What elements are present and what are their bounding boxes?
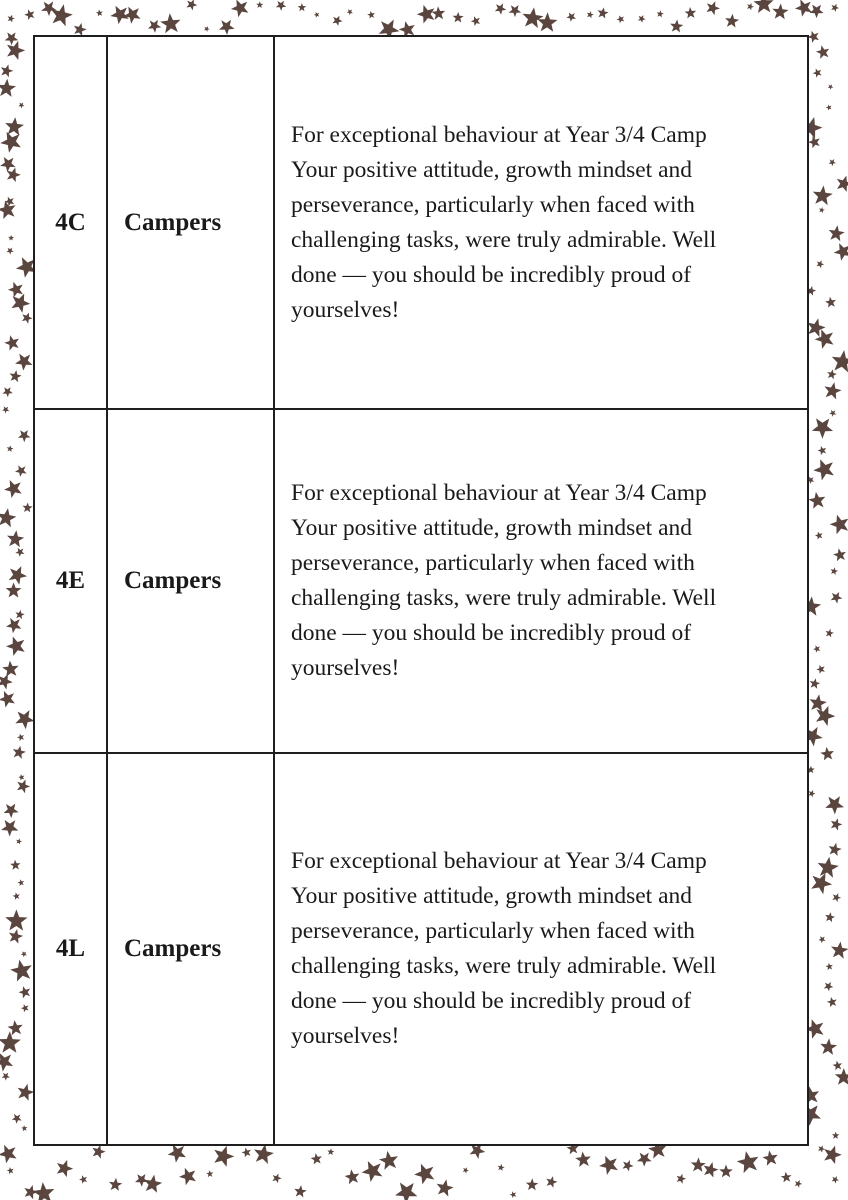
- star-decoration: [204, 26, 210, 32]
- star-decoration: [831, 592, 843, 604]
- star-decoration: [816, 45, 829, 59]
- star-decoration: [795, 0, 812, 17]
- star-decoration: [314, 12, 320, 18]
- star-decoration: [21, 951, 27, 957]
- star-decoration: [96, 9, 103, 16]
- star-decoration: [816, 706, 835, 726]
- star-decoration: [691, 1157, 706, 1172]
- star-decoration: [186, 0, 197, 10]
- star-decoration: [0, 1031, 21, 1053]
- star-decoration: [825, 297, 836, 308]
- message-line: done — you should be incredibly proud of: [291, 620, 692, 646]
- star-decoration: [9, 929, 23, 944]
- star-decoration: [830, 515, 848, 535]
- star-decoration: [1, 820, 18, 837]
- star-decoration: [813, 645, 820, 652]
- star-decoration: [808, 790, 815, 797]
- star-decoration: [820, 747, 834, 761]
- star-decoration: [332, 16, 342, 26]
- star-decoration: [298, 3, 307, 11]
- star-decoration: [818, 936, 825, 943]
- star-decoration: [537, 12, 557, 32]
- star-decoration: [833, 1061, 843, 1071]
- message-line: perseverance, particularly when faced with: [291, 918, 695, 944]
- star-decoration: [0, 1145, 17, 1164]
- star-decoration: [815, 532, 823, 540]
- star-decoration: [623, 1160, 634, 1171]
- star-decoration: [829, 410, 836, 417]
- star-decoration: [832, 1132, 840, 1139]
- star-decoration: [15, 354, 32, 371]
- star-decoration: [21, 1125, 27, 1131]
- star-decoration: [92, 1145, 105, 1159]
- star-decoration: [566, 12, 576, 21]
- message-line: Your positive attitude, growth mindset and: [291, 156, 693, 183]
- star-decoration: [453, 12, 464, 23]
- star-decoration: [725, 14, 739, 28]
- recipient-cell: Campers: [107, 36, 274, 409]
- star-decoration: [437, 1179, 454, 1196]
- star-decoration: [795, 1180, 803, 1188]
- star-decoration: [825, 382, 842, 399]
- star-decoration: [813, 186, 833, 206]
- star-decoration: [18, 879, 25, 886]
- star-decoration: [2, 406, 9, 413]
- star-decoration: [7, 168, 21, 183]
- star-decoration: [22, 313, 33, 324]
- recipient-cell: Campers: [107, 409, 274, 753]
- star-decoration: [6, 618, 21, 633]
- star-decoration: [707, 1, 721, 15]
- star-decoration: [819, 207, 825, 213]
- message-line: yourselves!: [291, 296, 400, 323]
- star-decoration: [168, 1144, 186, 1162]
- star-decoration: [21, 1004, 29, 1012]
- star-decoration: [6, 637, 25, 656]
- star-decoration: [546, 1176, 557, 1188]
- star-decoration: [432, 6, 446, 19]
- star-decoration: [7, 445, 14, 452]
- star-decoration: [781, 1172, 792, 1183]
- star-decoration: [824, 982, 834, 991]
- star-decoration: [294, 1185, 307, 1197]
- message-cell: [274, 753, 808, 1145]
- star-decoration: [5, 117, 24, 135]
- star-decoration: [4, 480, 22, 498]
- star-decoration: [762, 1150, 777, 1165]
- star-decoration: [810, 678, 821, 689]
- star-decoration: [817, 260, 825, 268]
- star-decoration: [33, 1182, 55, 1200]
- star-decoration: [367, 11, 375, 19]
- star-decoration: [206, 1170, 213, 1177]
- star-decoration: [219, 20, 235, 35]
- message-line: perseverance, particularly when faced with: [291, 191, 695, 218]
- star-decoration: [8, 15, 15, 23]
- star-decoration: [2, 387, 12, 397]
- star-decoration: [471, 16, 480, 26]
- star-decoration: [832, 893, 841, 902]
- star-decoration: [160, 13, 180, 33]
- star-decoration: [810, 694, 827, 711]
- recipient-cell: Campers: [107, 753, 274, 1145]
- star-decoration: [818, 446, 827, 455]
- star-decoration: [737, 1151, 759, 1173]
- star-decoration: [15, 710, 34, 729]
- star-decoration: [8, 235, 14, 241]
- star-decoration: [15, 610, 24, 619]
- award-row: [34, 36, 808, 409]
- star-decoration: [826, 629, 834, 638]
- message-line: Your positive attitude, growth mindset and: [291, 515, 693, 541]
- star-decoration: [0, 691, 15, 708]
- star-decoration: [829, 843, 842, 856]
- star-decoration: [599, 1156, 618, 1175]
- star-decoration: [57, 1160, 73, 1177]
- class-cell: 4C: [34, 36, 107, 409]
- star-decoration: [12, 1114, 22, 1124]
- message-line: done — you should be incredibly proud of: [291, 261, 692, 288]
- message-line: yourselves!: [291, 1023, 400, 1049]
- star-decoration: [829, 225, 845, 241]
- award-row: [34, 409, 808, 753]
- star-decoration: [719, 1165, 733, 1178]
- star-decoration: [4, 804, 19, 819]
- star-decoration: [242, 1148, 251, 1158]
- star-decoration: [379, 1151, 398, 1170]
- star-decoration: [19, 986, 31, 998]
- message-line: yourselves!: [291, 655, 400, 681]
- star-decoration: [813, 69, 822, 78]
- message-line: perseverance, particularly when faced with: [291, 550, 695, 576]
- star-decoration: [254, 1144, 274, 1164]
- star-decoration: [747, 3, 754, 10]
- star-decoration: [1, 64, 13, 77]
- star-decoration: [831, 4, 839, 12]
- star-decoration: [834, 243, 848, 261]
- star-decoration: [685, 7, 697, 18]
- star-decoration: [417, 5, 435, 24]
- star-decoration: [808, 492, 825, 509]
- class-cell: 4E: [34, 409, 107, 753]
- star-decoration: [395, 1183, 417, 1200]
- star-decoration: [17, 734, 24, 741]
- star-decoration: [670, 20, 683, 33]
- star-decoration: [7, 530, 24, 547]
- star-decoration: [6, 582, 22, 597]
- star-decoration: [18, 103, 24, 109]
- message-line: challenging tasks, were truly admirable. Well: [291, 585, 717, 611]
- star-decoration: [498, 1164, 505, 1171]
- star-decoration: [831, 942, 848, 959]
- star-decoration: [0, 508, 16, 527]
- star-decoration: [17, 780, 30, 794]
- star-decoration: [617, 15, 625, 23]
- star-decoration: [835, 1068, 848, 1085]
- star-decoration: [0, 132, 21, 153]
- message-line: Your positive attitude, growth mindset and: [291, 883, 693, 909]
- star-decoration: [24, 9, 34, 20]
- star-decoration: [825, 912, 835, 922]
- star-decoration: [16, 838, 22, 844]
- star-decoration: [812, 418, 833, 438]
- star-decoration: [51, 4, 73, 26]
- star-decoration: [347, 9, 353, 15]
- star-decoration: [837, 176, 848, 192]
- award-table: [33, 35, 809, 1146]
- star-decoration: [463, 1167, 469, 1173]
- star-decoration: [276, 1, 287, 11]
- star-decoration: [2, 661, 19, 677]
- star-decoration: [79, 1175, 87, 1183]
- star-decoration: [587, 11, 594, 18]
- message-cell: [274, 409, 808, 753]
- star-decoration: [10, 860, 20, 870]
- star-decoration: [831, 567, 839, 575]
- star-decoration: [831, 818, 843, 830]
- star-decoration: [179, 1168, 196, 1185]
- star-decoration: [825, 796, 844, 814]
- class-cell: 4L: [34, 753, 107, 1145]
- message-line: challenging tasks, were truly admirable. Well: [291, 226, 717, 253]
- star-decoration: [7, 41, 25, 60]
- star-decoration: [816, 665, 825, 674]
- message-cell: [274, 36, 808, 409]
- message-line: For exceptional behaviour at Year 3/4 Camp: [291, 121, 707, 148]
- star-decoration: [23, 503, 33, 513]
- star-decoration: [144, 1175, 162, 1193]
- star-decoration: [772, 4, 788, 20]
- award-row: [34, 753, 808, 1145]
- star-decoration: [510, 1191, 517, 1198]
- message-line: For exceptional behaviour at Year 3/4 Camp: [291, 480, 707, 506]
- star-decoration: [0, 674, 13, 690]
- message-line: done — you should be incredibly proud of: [291, 988, 692, 1014]
- star-decoration: [13, 892, 20, 899]
- star-decoration: [833, 548, 846, 561]
- star-decoration: [523, 7, 544, 28]
- star-decoration: [41, 1, 56, 16]
- star-decoration: [677, 1174, 687, 1184]
- star-decoration: [0, 79, 16, 97]
- star-decoration: [818, 1145, 825, 1152]
- star-decoration: [509, 5, 522, 17]
- star-decoration: [362, 1161, 383, 1182]
- star-decoration: [345, 1169, 360, 1184]
- star-decoration: [10, 960, 32, 982]
- star-decoration: [811, 873, 832, 894]
- star-decoration: [231, 0, 249, 17]
- star-decoration: [820, 1038, 837, 1055]
- star-decoration: [4, 335, 19, 350]
- star-decoration: [18, 430, 31, 442]
- star-decoration: [704, 1162, 719, 1178]
- star-decoration: [9, 566, 27, 585]
- star-decoration: [832, 1176, 839, 1183]
- star-decoration: [495, 3, 507, 14]
- star-decoration: [5, 909, 27, 930]
- star-decoration: [214, 1146, 234, 1167]
- star-decoration: [638, 15, 646, 23]
- star-decoration: [256, 1, 263, 8]
- star-decoration: [7, 248, 14, 255]
- star-decoration: [828, 84, 834, 90]
- star-decoration: [311, 1153, 322, 1164]
- star-decoration: [0, 157, 16, 172]
- star-decoration: [18, 1084, 35, 1101]
- star-decoration: [832, 350, 848, 372]
- star-decoration: [10, 370, 22, 382]
- star-decoration: [808, 136, 820, 148]
- star-decoration: [824, 1146, 842, 1164]
- star-decoration: [272, 1174, 281, 1184]
- star-decoration: [327, 1148, 334, 1155]
- star-decoration: [148, 20, 161, 33]
- star-decoration: [637, 1153, 652, 1167]
- star-decoration: [2, 1073, 10, 1081]
- star-decoration: [808, 31, 819, 43]
- star-decoration: [753, 0, 773, 13]
- star-decoration: [15, 465, 27, 477]
- message-line: For exceptional behaviour at Year 3/4 Camp: [291, 848, 707, 874]
- star-decoration: [18, 774, 24, 780]
- star-decoration: [827, 369, 837, 379]
- star-decoration: [7, 1167, 14, 1174]
- star-decoration: [657, 10, 664, 17]
- star-decoration: [829, 159, 836, 166]
- star-decoration: [827, 997, 837, 1007]
- star-decoration: [109, 1178, 122, 1191]
- star-decoration: [818, 857, 839, 878]
- star-decoration: [813, 459, 834, 480]
- star-decoration: [5, 32, 19, 45]
- star-decoration: [414, 1164, 434, 1185]
- star-decoration: [15, 548, 24, 557]
- star-decoration: [826, 963, 833, 970]
- star-decoration: [526, 1178, 538, 1190]
- star-decoration: [8, 282, 23, 298]
- message-line: challenging tasks, were truly admirable. Well: [291, 953, 717, 979]
- star-decoration: [826, 105, 832, 111]
- star-decoration: [575, 1152, 591, 1168]
- star-decoration: [598, 7, 609, 18]
- star-decoration: [13, 746, 26, 759]
- star-decoration: [809, 5, 823, 19]
- star-decoration: [0, 1053, 13, 1072]
